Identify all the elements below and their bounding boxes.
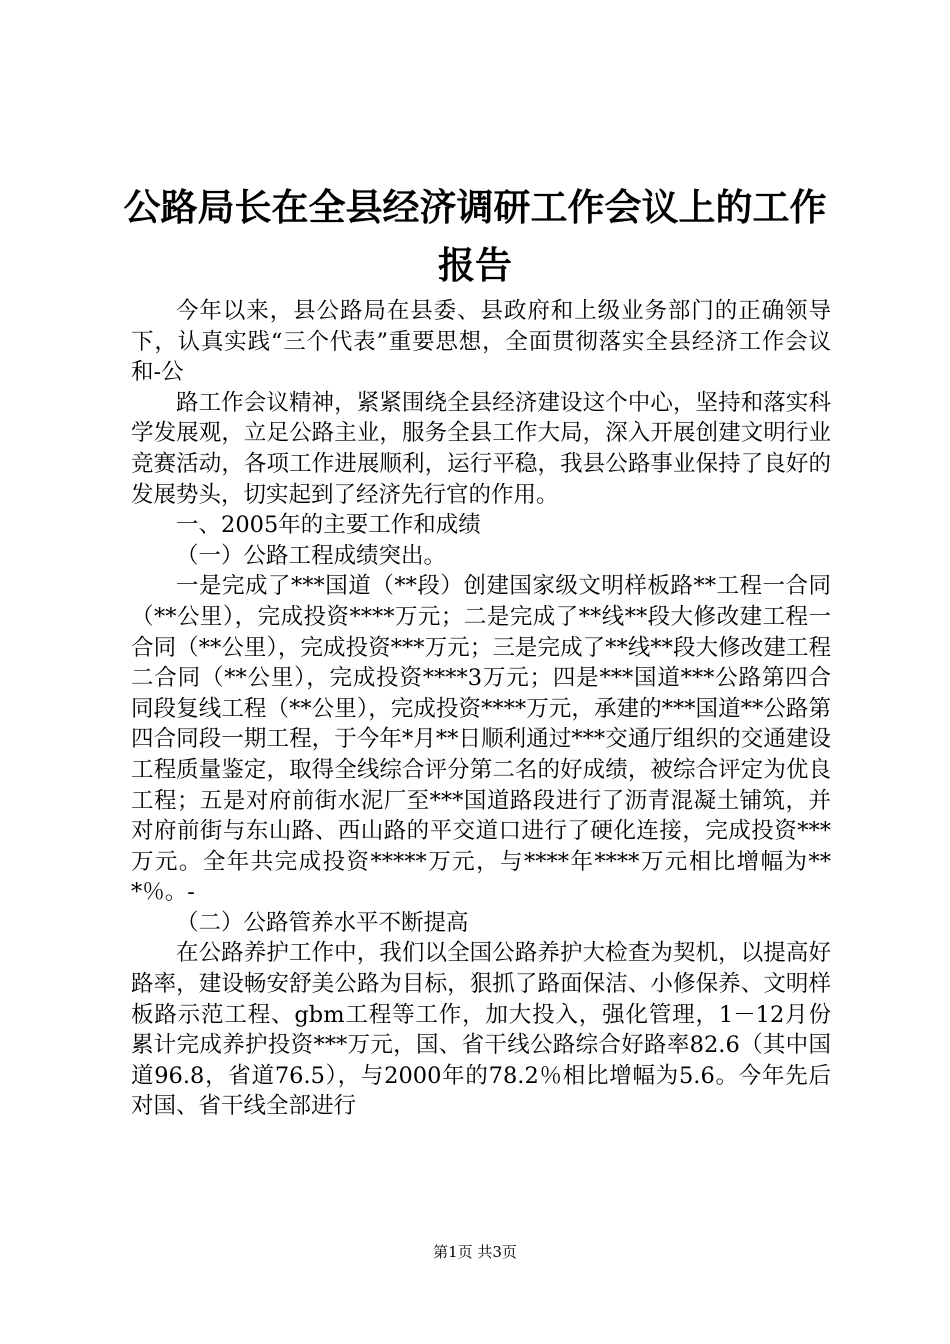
subsection-heading-1: （一）公路工程成绩突出。 (176, 542, 447, 569)
document-body (131, 296, 831, 1122)
subsection-heading-2: （二）公路管养水平不断提高 (176, 909, 469, 936)
paragraph-intro-continued: 路工作会议精神，紧紧围绕全县经济建设这个中心，坚持和落实科学发展观，立足公路主业，服务全县工作大局，深入开展创建文明行业竞赛活动，各项工作进展顺利，运行平稳，我县公路事业保持了良好的发展势头，切实起到了经济先行官的作用。 (131, 389, 831, 508)
paragraph-maintenance: 在公路养护工作中，我们以全国公路养护大检查为契机，以提高好路率，建设畅安舒美公路为目标，狠抓了路面保洁、小修保养、文明样板路示范工程、gbm工程等工作，加大投入，强化管理，1－12月份累计完成养护投资***万元，国、省干线公路综合好路率82.6（其中国道96.8，省道76.5），与2000年的78.2％相比增幅为5.6。今年先后对国、省干线全部进行 (131, 940, 831, 1120)
page-footer: 第1页 共3页 (433, 1243, 517, 1261)
section-heading-1: 一、2005年的主要工作和成绩 (176, 512, 481, 539)
paragraph-intro: 今年以来，县公路局在县委、县政府和上级业务部门的正确领导下，认真实践“三个代表”重要思想，全面贯彻落实全县经济工作会议和-公 (131, 298, 831, 386)
paragraph-engineering: 一是完成了***国道（**段）创建国家级文明样板路**工程一合同（**公里），完成投资****万元；二是完成了**线**段大修改建工程一合同（**公里），完成投资***万元；三是完成了**线**段大修改建工程二合同（**公里），完成投资****3万元；四是***国道***公路第四合同段复线工程（**公里），完成投资****万元，承建的***国道**公路第四合同段一期工程，于今年*月**日顺利通过***交通厅组织的交通建设工程质量鉴定，取得全线综合评分第二名的好成绩，被综合评定为优良工程；五是对府前街水泥厂至***国道路段进行了沥青混凝土铺筑，并对府前街与东山路、西山路的平交道口进行了硬化连接，完成投资***万元。全年共完成投资*****万元，与****年****万元相比增幅为***％。- (131, 573, 831, 906)
document-title: 公路局长在全县经济调研工作会议上的工作报告 (123, 185, 827, 287)
